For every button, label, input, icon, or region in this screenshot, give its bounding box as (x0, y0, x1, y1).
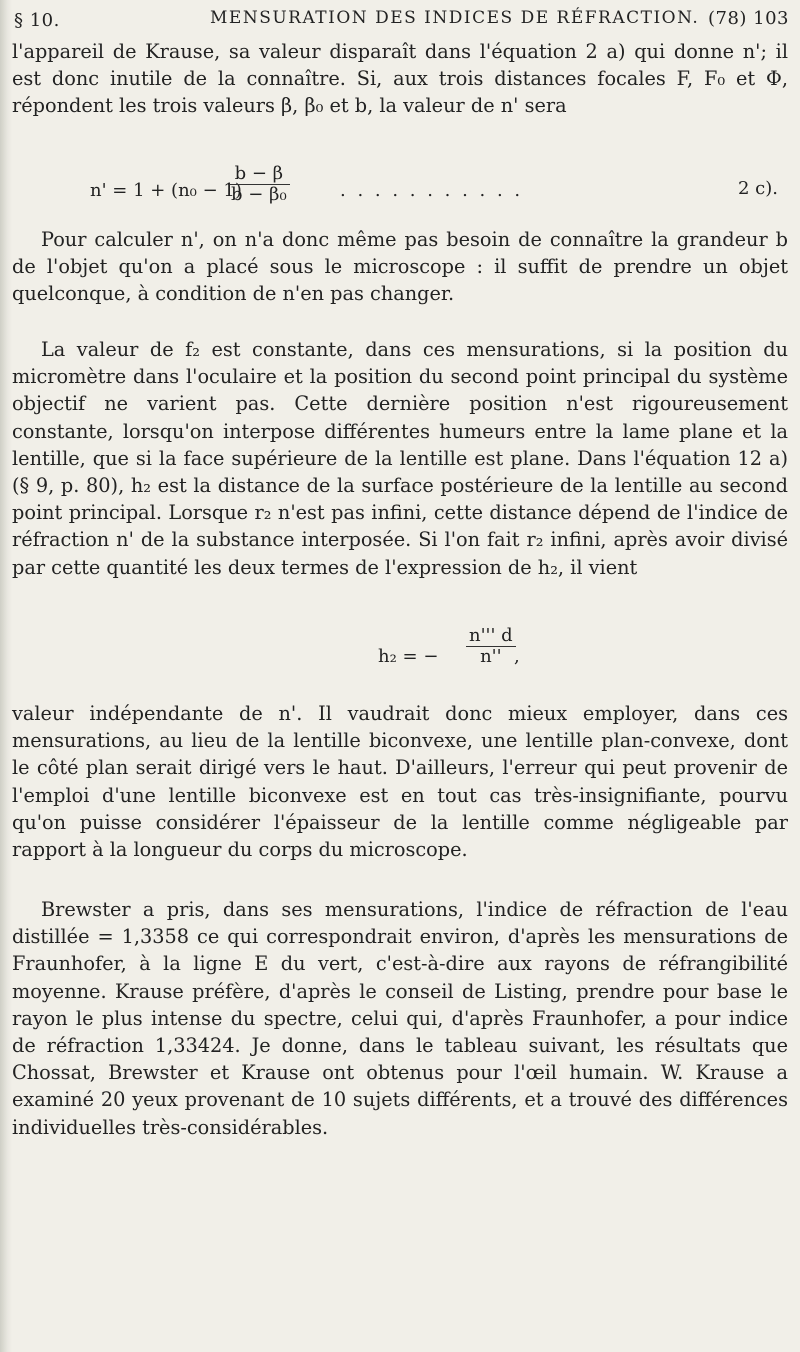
equation-comma: , (514, 646, 520, 667)
paragraph-1 (12, 38, 788, 120)
section-number: § 10. (14, 10, 60, 31)
equation-label: 2 c). (738, 178, 778, 199)
paragraph-3 (12, 336, 788, 581)
fraction-denominator: n'' (480, 646, 502, 667)
running-header (14, 4, 789, 34)
paragraph-text: valeur indépendante de n'. Il vaudrait donc mieux employer, dans ces mensurations, au lieu de la lentille biconvexe, une lentille plan-convexe, dont le côté plan serait dirigé vers le haut. D'ailleurs, l'erreur qui peut provenir de l'emploi d'une lentille biconvexe est en tout cas très-insignifiante, pourvu qu'on puisse considérer l'épaisseur de la lentille comme négligeable par rapport à la longueur du corps du microscope. (12, 702, 788, 862)
paragraph-text: Brewster a pris, dans ses mensurations, l'indice de réfraction de l'eau distillée = 1,3358 ce qui correspondrait environ, d'après les mensurations de Fraunhofer, à la ligne E du vert, c'est-à-dire aux rayons de réfrangibilité moyenne. Krause préfère, d'après le conseil de Listing, prendre pour base le rayon le plus intense du spectre, celui qui, d'après Fraunhofer, a pour indice de réfraction 1,33424. Je donne, dans le tableau suivant, les résultats que Chossat, Brewster et Krause ont obtenus pour l'œil humain. W. Krause a examiné 20 yeux provenant de 10 sujets différents, et a trouvé des différences individuelles très-considérables. (12, 898, 788, 1139)
fraction-numerator: b − β (228, 164, 290, 185)
paragraph-text: Pour calculer n', on n'a donc même pas besoin de connaître la grandeur b de l'objet qu'on a placé sous le microscope : il suffit de prendre un objet quelconque, à condition de n'en pas changer. (12, 228, 788, 306)
running-title: MENSURATION DES INDICES DE RÉFRACTION. (210, 8, 700, 28)
equation-2c (0, 163, 800, 216)
equation-lhs: n' = 1 + (n₀ − 1) (90, 180, 242, 201)
paragraph-text: La valeur de f₂ est constante, dans ces mensurations, si la position du micromètre dans l'oculaire et la position du second point principal du système objectif ne varient pas. Cette dernière position n'est rigoureusement constante, lorsqu'on interpose différentes humeurs entre la lame plane et la lentille, que si la face supérieure de la lentille est plane. Dans l'équation 12 a) (§ 9, p. 80), h₂ est la distance de la surface postérieure de la lentille au second point principal. Lorsque r₂ n'est pas infini, cette distance dépend de l'indice de réfraction n' de la substance interposée. Si l'on fait r₂ infini, après avoir divisé par cette quantité les deux termes de l'expression de h₂, il vient (12, 338, 788, 579)
paragraph-text: l'appareil de Krause, sa valeur disparaît dans l'équation 2 a) qui donne n'; il est donc inutile de la connaître. Si, aux trois distances focales F, F₀ et Φ, répondent les trois valeurs β, β₀ et b, la valeur de n' sera (12, 40, 788, 118)
equation-lhs: h₂ = − (378, 646, 439, 667)
page-number: (78) 103 (707, 8, 789, 29)
equation-h2 (0, 625, 800, 682)
fraction-denominator: b − β₀ (231, 184, 287, 205)
paragraph-4 (12, 700, 788, 863)
fraction-numerator: n''' d (466, 626, 516, 647)
equation-leader-dots: . . . . . . . . . . . (340, 180, 524, 201)
paragraph-5 (12, 896, 788, 1141)
paragraph-2 (12, 226, 788, 308)
equation-fraction (466, 626, 516, 667)
equation-fraction (228, 164, 290, 205)
